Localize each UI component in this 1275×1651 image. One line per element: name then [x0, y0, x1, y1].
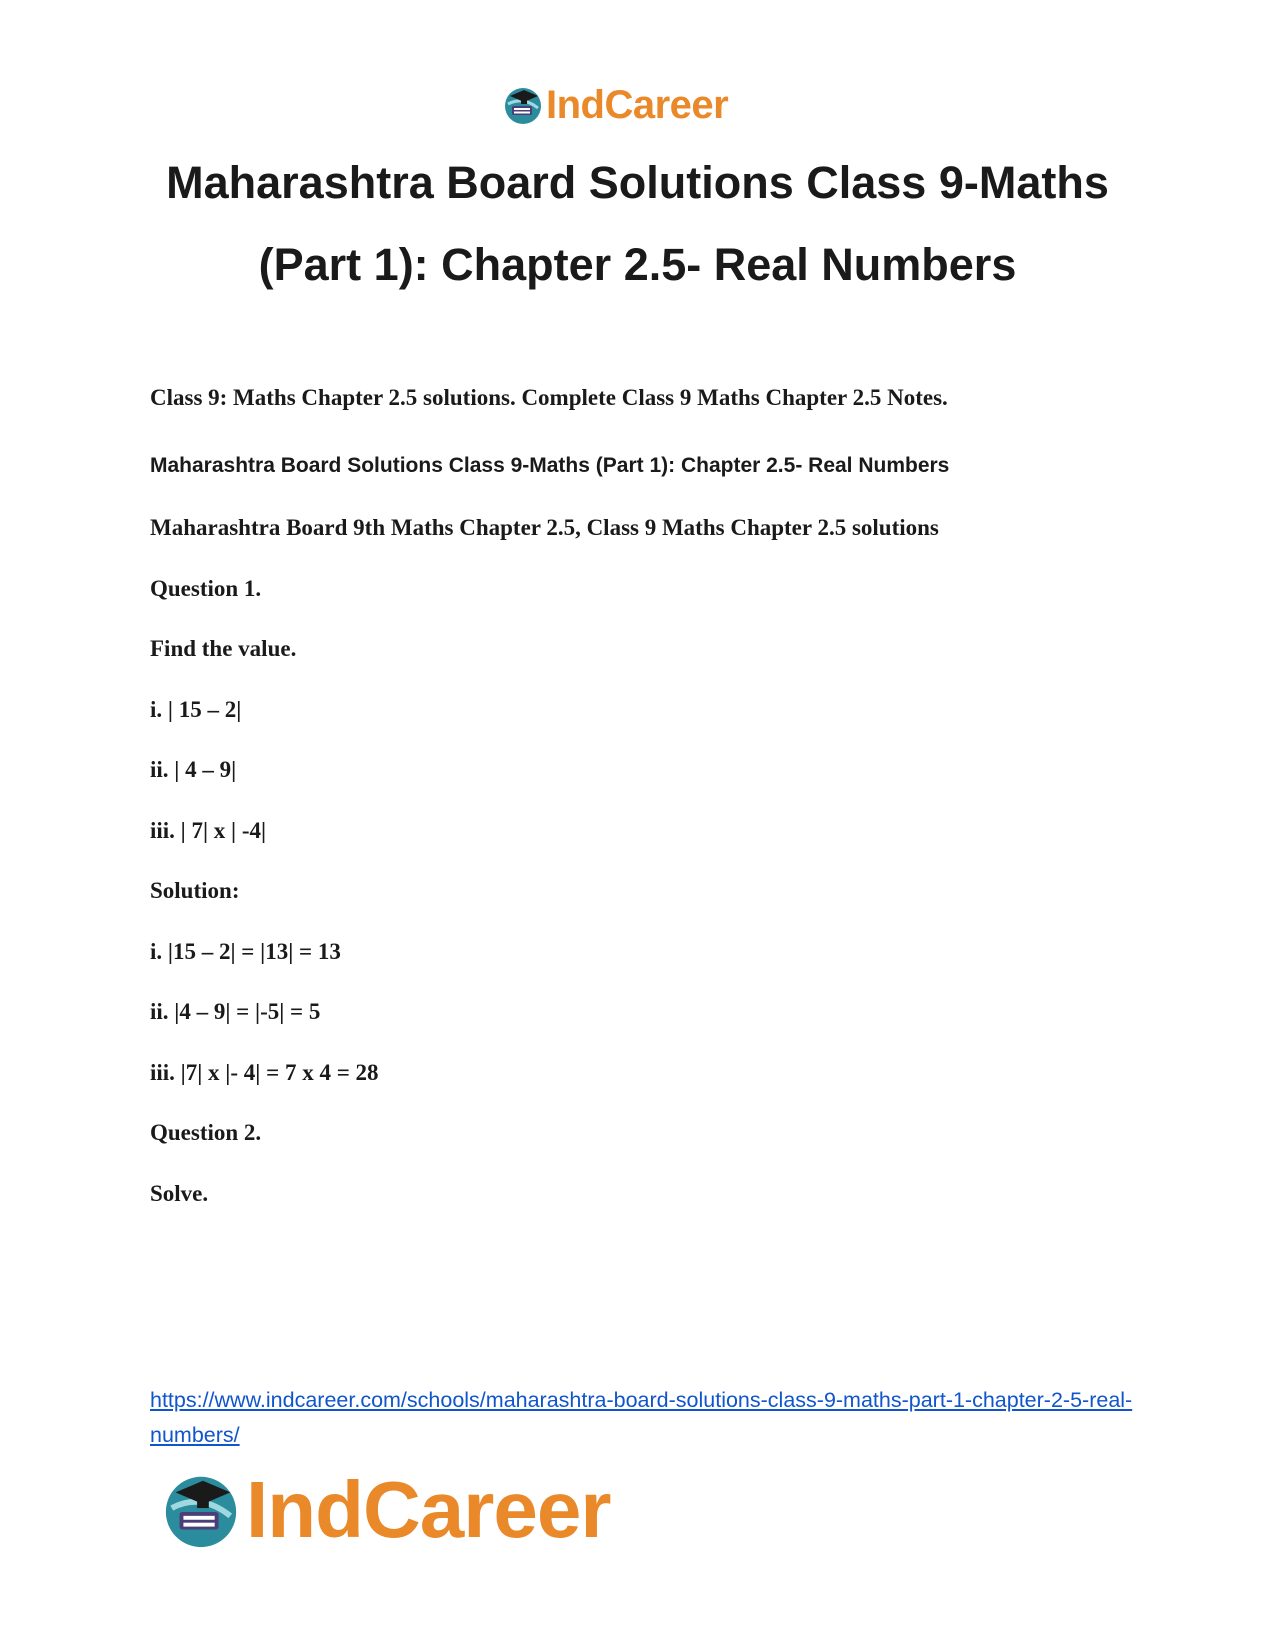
graduation-globe-icon — [160, 1469, 242, 1551]
question-2-label: Question 2. — [150, 1120, 262, 1145]
question-1-label: Question 1. — [150, 576, 262, 601]
page-title — [100, 142, 1175, 306]
header-logo-text: IndCareer — [546, 83, 729, 127]
question-1-item: i. | 15 – 2| — [150, 697, 242, 722]
intro-text: Class 9: Maths Chapter 2.5 solutions. Complete Class 9 Maths Chapter 2.5 Notes. — [150, 385, 948, 410]
solution-label: Solution: — [150, 878, 240, 903]
solution-item: iii. |7| x |- 4| = 7 x 4 = 28 — [150, 1060, 379, 1085]
source-link[interactable]: https://www.indcareer.com/schools/maharashtra-board-solutions-class-9-maths-part-1-chapter-2-5-real-numbers/ — [150, 1388, 1133, 1447]
question-2-prompt: Solve. — [150, 1181, 209, 1206]
solution-item: i. |15 – 2| = |13| = 13 — [150, 939, 341, 964]
header-logo — [502, 80, 728, 130]
solution-item: ii. |4 – 9| = |-5| = 5 — [150, 999, 321, 1024]
subheading: Maharashtra Board Solutions Class 9-Maths (Part 1): Chapter 2.5- Real Numbers — [150, 454, 950, 477]
question-1-item: iii. | 7| x | -4| — [150, 818, 267, 843]
graduation-globe-icon — [502, 84, 544, 126]
footer-logo — [160, 1465, 610, 1555]
page-title-line-1: Maharashtra Board Solutions Class 9-Maths — [166, 157, 1109, 208]
page-title-line-2: (Part 1): Chapter 2.5- Real Numbers — [258, 239, 1017, 290]
question-1-prompt: Find the value. — [150, 636, 297, 661]
question-1-item: ii. | 4 – 9| — [150, 757, 237, 782]
keywords-text: Maharashtra Board 9th Maths Chapter 2.5, Class 9 Maths Chapter 2.5 solutions — [150, 515, 939, 540]
footer-logo-text: IndCareer — [246, 1465, 611, 1554]
